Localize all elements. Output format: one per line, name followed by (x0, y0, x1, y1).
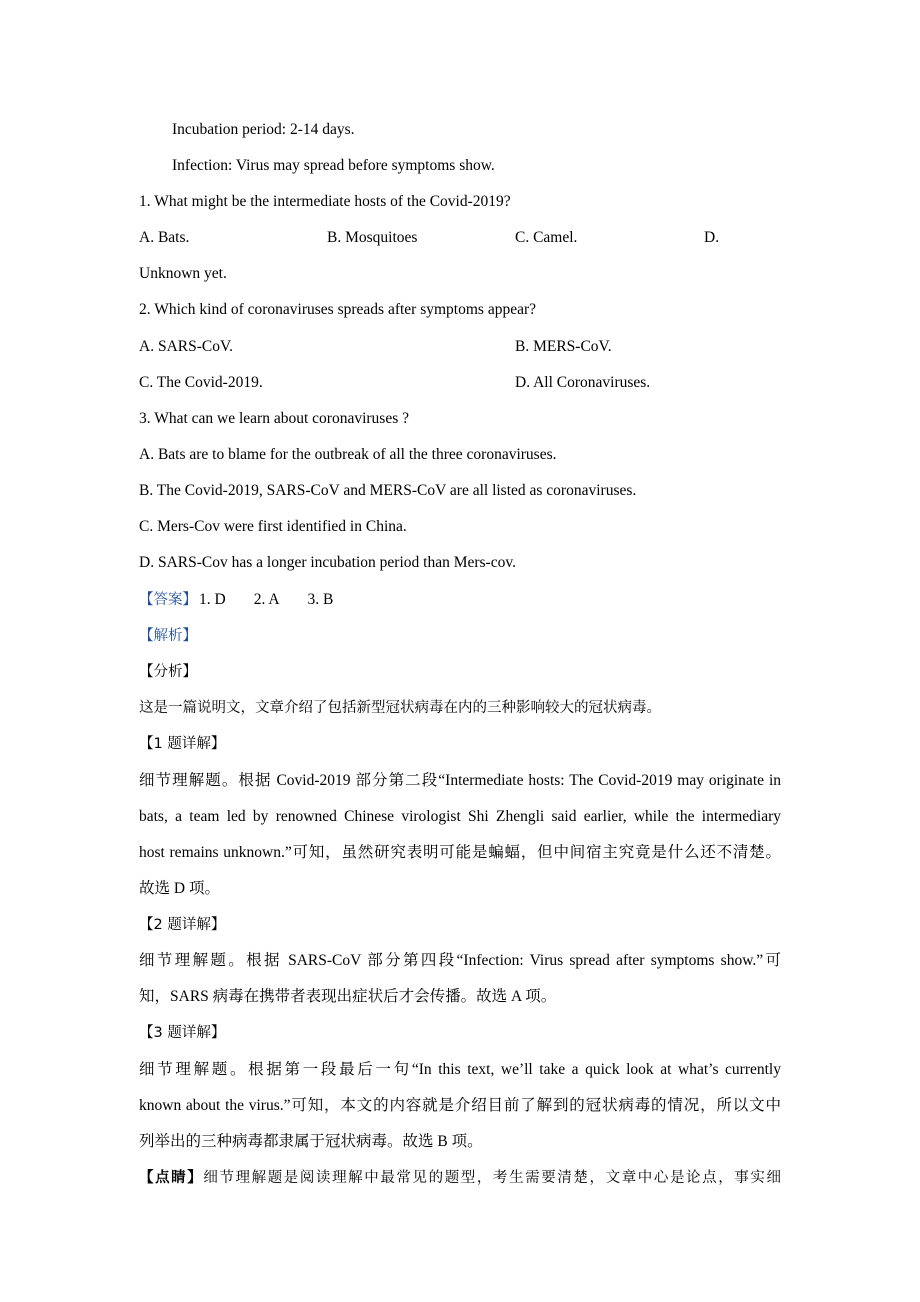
answer-3: 3. B (307, 591, 334, 608)
question-3-stem: 3. What can we learn about coronaviruses ? (139, 410, 409, 427)
detail3-line-3: 列举出的三种病毒都隶属于冠状病毒。故选 B 项。 (139, 1133, 483, 1150)
detail2-line-2: 知，SARS 病毒在携带者表现出症状后才会传播。故选 A 项。 (139, 988, 557, 1005)
passage-incubation: Incubation period: 2-14 days. (172, 121, 355, 138)
detail3-line-1: 细节理解题。根据第一段最后一句“In this text, we’ll take a quick look at what’s currently (139, 1061, 781, 1078)
fenxi-label: 【分析】 (139, 664, 197, 680)
detail2-line-1: 细节理解题。根据 SARS-CoV 部分第四段“Infection: Virus spread after symptoms show.”可 (139, 952, 781, 969)
detail1-line-1: 细节理解题。根据 Covid-2019 部分第二段“Intermediate hosts: The Covid-2019 may originate in (139, 772, 781, 789)
answer-line (139, 590, 781, 610)
answer-1: 1. D (199, 591, 226, 608)
question-2-stem: 2. Which kind of coronaviruses spreads after symptoms appear? (139, 301, 536, 318)
tip-text: 细节理解题是阅读理解中最常见的题型，考生需要清楚，文章中心是论点，事实细 (203, 1170, 781, 1186)
q1-option-d-text: Unknown yet. (139, 265, 227, 282)
detail2-label: 【2 题详解】 (139, 917, 226, 933)
q2-option-a: A. SARS-CoV. (139, 338, 234, 355)
tip-label: 【点睛】 (139, 1170, 204, 1186)
analysis-label: 【解析】 (139, 628, 197, 644)
q1-option-c: C. Camel. (515, 229, 578, 246)
detail1-line-2: bats, a team led by renowned Chinese virologist Shi Zhengli said earlier, while the intermediary (139, 808, 781, 825)
q2-option-c: C. The Covid-2019. (139, 374, 263, 391)
fenxi-text: 这是一篇说明文，文章介绍了包括新型冠状病毒在内的三种影响较大的冠状病毒。 (139, 700, 661, 716)
detail1-line-4: 故选 D 项。 (139, 880, 220, 897)
question-1-stem: 1. What might be the intermediate hosts of the Covid-2019? (139, 193, 511, 210)
q3-option-c: C. Mers-Cov were first identified in China. (139, 518, 407, 535)
q1-option-a: A. Bats. (139, 229, 190, 246)
tip-line (139, 1168, 781, 1188)
q3-option-b: B. The Covid-2019, SARS-CoV and MERS-CoV are all listed as coronaviruses. (139, 482, 637, 499)
answer-label: 【答案】 (139, 592, 197, 608)
detail3-line-2: known about the virus.”可知，本文的内容就是介绍目前了解到的冠状病毒的情况，所以文中 (139, 1097, 781, 1114)
q2-option-b: B. MERS-CoV. (515, 338, 612, 355)
q3-option-a: A. Bats are to blame for the outbreak of all the three coronaviruses. (139, 446, 557, 463)
answer-2: 2. A (253, 591, 280, 608)
q1-option-b: B. Mosquitoes (327, 229, 418, 246)
detail1-label: 【1 题详解】 (139, 736, 226, 752)
detail1-line-3: host remains unknown.”可知，虽然研究表明可能是蝙蝠，但中间宿主究竟是什么还不清楚。 (139, 844, 781, 861)
q1-option-d: D. (704, 229, 720, 246)
q3-option-d: D. SARS-Cov has a longer incubation period than Mers-cov. (139, 554, 516, 571)
passage-infection: Infection: Virus may spread before symptoms show. (172, 157, 495, 174)
q2-option-d: D. All Coronaviruses. (515, 374, 651, 391)
detail3-label: 【3 题详解】 (139, 1025, 226, 1041)
